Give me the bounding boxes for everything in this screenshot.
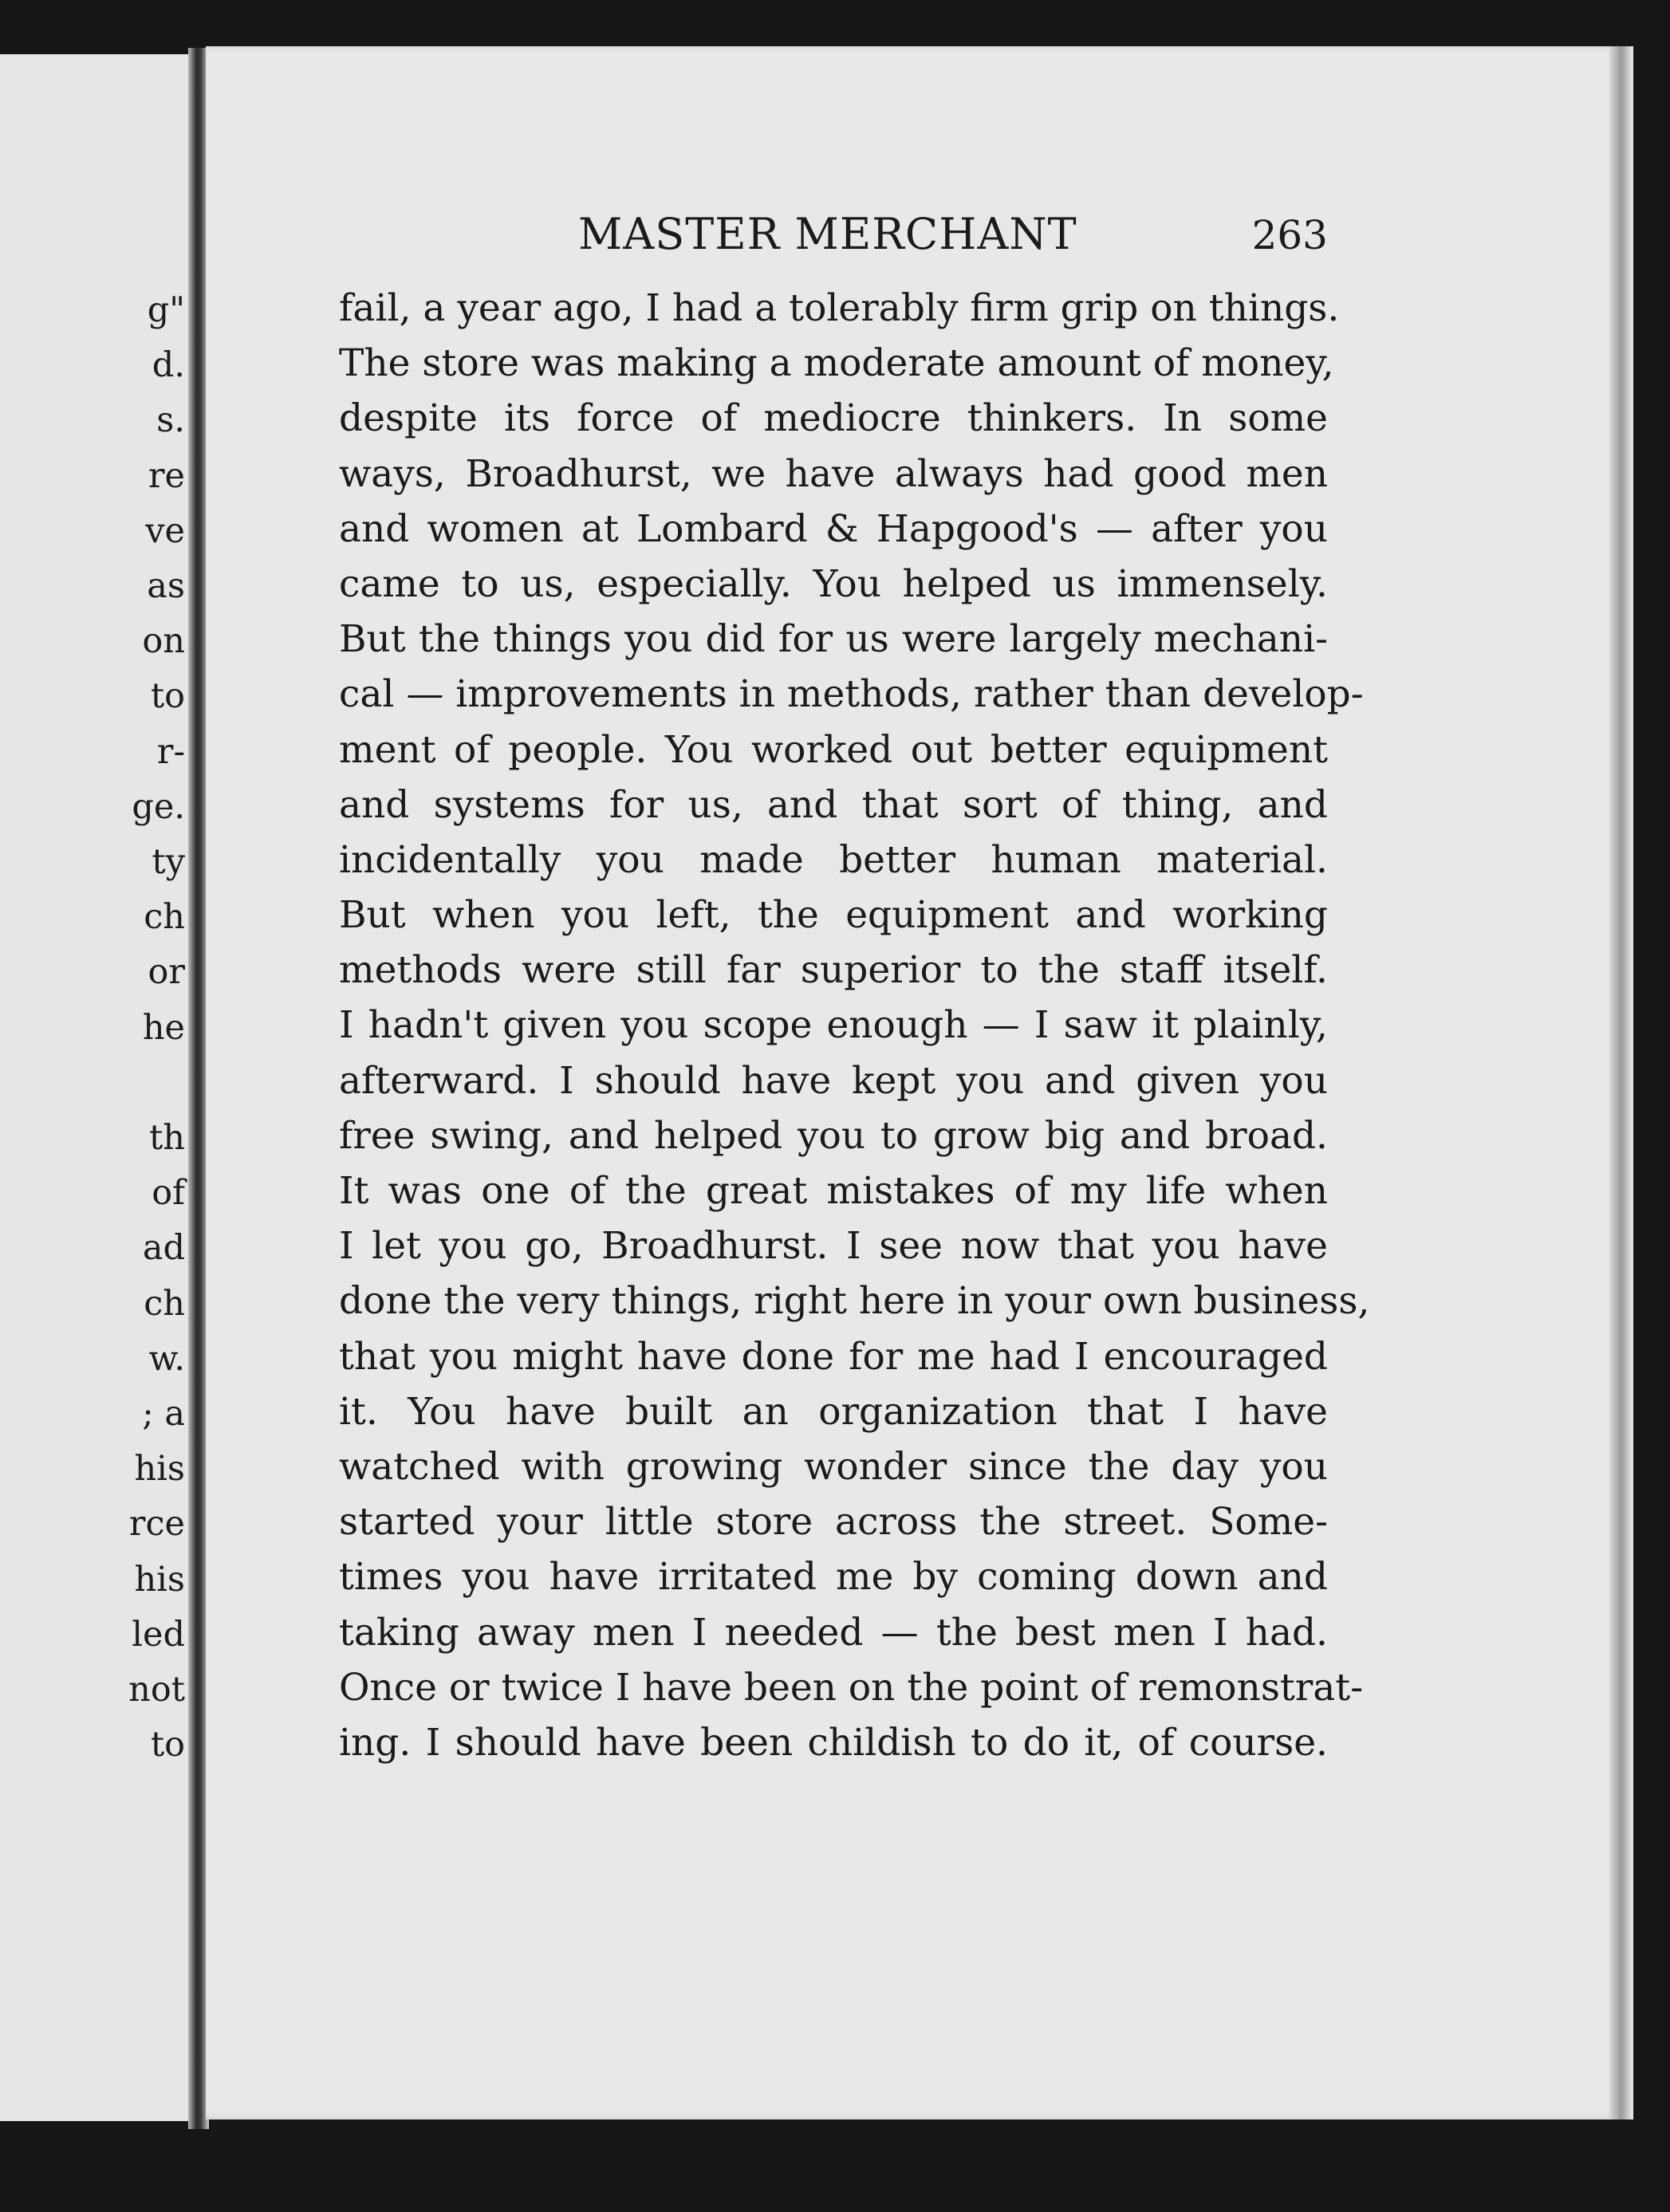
previous-page-fragment: s. <box>156 400 185 441</box>
previous-page-fragment: ch <box>144 897 185 938</box>
page-edge-right <box>1609 46 1633 2120</box>
text-line: cal — improvements in methods, rather than develop- <box>339 672 1364 717</box>
body-text <box>339 281 1370 1770</box>
text-line: ing. I should have been childish to do it, of course. <box>339 1720 1328 1765</box>
previous-page-fragment: led <box>132 1614 185 1655</box>
previous-page-fragment: ge. <box>132 786 185 827</box>
text-line: fail, a year ago, I had a tolerably firm grip on things. <box>339 286 1340 330</box>
previous-page-fragment: he <box>142 1007 185 1048</box>
text-line: ment of people. You worked out better equipment <box>339 727 1328 772</box>
text-line: The store was making a moderate amount of money, <box>339 341 1334 386</box>
previous-page-fragment: d. <box>152 345 185 386</box>
previous-page-fragment: ; a <box>142 1394 185 1434</box>
text-line: done the very things, right here in your own business, <box>339 1279 1370 1324</box>
text-line: But the things you did for us were largely mechani- <box>339 617 1328 662</box>
previous-page-fragment: ty <box>152 842 185 882</box>
text-line: times you have irritated me by coming down and <box>339 1555 1328 1600</box>
previous-page-fragment: as <box>147 566 185 606</box>
previous-page-fragment: ve <box>145 510 185 551</box>
text-line: it. You have built an organization that I have <box>339 1389 1328 1434</box>
previous-page-fragment: on <box>142 621 185 662</box>
running-head <box>339 209 1328 265</box>
previous-page-fragment: g" <box>147 290 185 330</box>
text-line: methods were still far superior to the staff itself. <box>339 948 1328 993</box>
previous-page-fragment: to <box>150 676 185 717</box>
text-line: despite its force of mediocre thinkers. In some <box>339 396 1328 441</box>
text-line: and systems for us, and that sort of thing, and <box>339 782 1328 827</box>
running-title: MASTER MERCHANT <box>578 209 1077 259</box>
page-number: 263 <box>1251 212 1328 258</box>
text-line: But when you left, the equipment and working <box>339 893 1328 938</box>
previous-page-fragment: r- <box>156 731 185 772</box>
text-line: Once or twice I have been on the point of remonstrat- <box>339 1665 1364 1710</box>
previous-page-fragment: rce <box>128 1504 185 1545</box>
previous-page-fragment: of <box>152 1173 185 1214</box>
text-line: I let you go, Broadhurst. I see now that you have <box>339 1224 1328 1269</box>
previous-page-fragment: his <box>134 1449 185 1490</box>
previous-page-fragment: or <box>148 952 185 993</box>
previous-page-fragment: not <box>128 1670 185 1710</box>
text-line: It was one of the great mistakes of my life when <box>339 1169 1328 1213</box>
text-line: incidentally you made better human material. <box>339 837 1328 882</box>
previous-page-fragment: w. <box>148 1338 185 1379</box>
previous-page-edge <box>0 54 195 2121</box>
previous-page-fragment: re <box>148 455 185 496</box>
text-line: and women at Lombard & Hapgood's — after you <box>339 506 1328 551</box>
text-line: came to us, especially. You helped us immensely. <box>339 561 1328 606</box>
previous-page-fragment: his <box>134 1559 185 1600</box>
text-line: that you might have done for me had I encouraged <box>339 1334 1328 1379</box>
text-line: free swing, and helped you to grow big and broad. <box>339 1113 1328 1158</box>
text-line: watched with growing wonder since the day you <box>339 1444 1328 1489</box>
text-line: I hadn't given you scope enough — I saw it plainly, <box>339 1003 1328 1048</box>
previous-page-fragment: th <box>149 1118 185 1158</box>
text-line: taking away men I needed — the best men I had. <box>339 1610 1328 1655</box>
text-line: started your little store across the street. Some- <box>339 1500 1328 1545</box>
text-line: ways, Broadhurst, we have always had good men <box>339 451 1328 496</box>
previous-page-fragment: ch <box>144 1283 185 1324</box>
previous-page-fragment: to <box>150 1725 185 1765</box>
previous-page-fragment: ad <box>142 1228 185 1269</box>
text-line: afterward. I should have kept you and given you <box>339 1058 1328 1103</box>
